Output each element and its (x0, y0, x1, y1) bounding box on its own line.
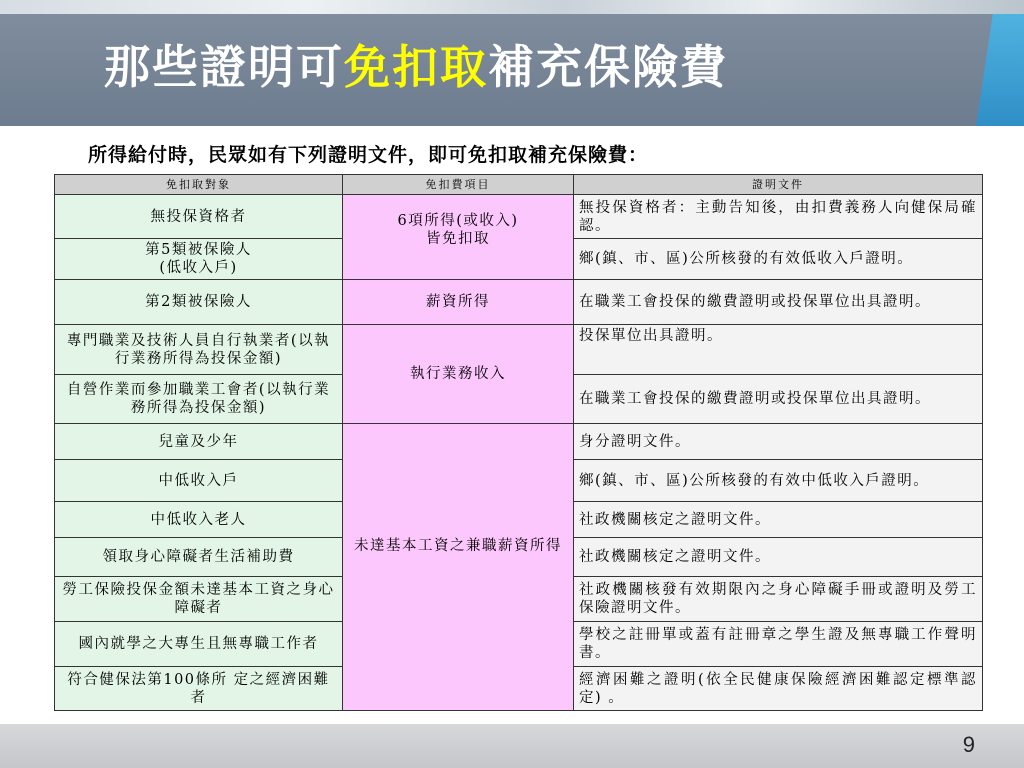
header-document: 證明文件 (574, 175, 983, 195)
document-cell: 投保單位出具證明。 (574, 325, 983, 375)
target-cell: 中低收入老人 (55, 502, 343, 538)
table-row (55, 424, 983, 460)
subtitle: 所得給付時，民眾如有下列證明文件，即可免扣取補充保險費： (88, 144, 649, 166)
target-cell: 領取身心障礙者生活補助費 (55, 538, 343, 577)
item-cell (343, 424, 574, 711)
document-cell: 經濟困難之證明(依全民健康保險經濟困難認定標準認定) 。 (574, 667, 983, 711)
item-cell-text: 6項所得(或收入) 皆免扣取 (397, 213, 519, 247)
slide-title (104, 32, 728, 102)
item-cell (343, 195, 574, 280)
top-decorative-strip (0, 0, 1024, 14)
exemption-table (54, 174, 983, 711)
document-cell: 在職業工會投保的繳費證明或投保單位出具證明。 (574, 280, 983, 325)
document-cell: 身分證明文件。 (574, 424, 983, 460)
document-cell: 無投保資格者：主動告知後，由扣費義務人向健保局確認。 (574, 195, 983, 239)
document-cell: 鄉(鎮、市、區)公所核發的有效低收入戶證明。 (574, 239, 983, 280)
table-row (55, 195, 983, 239)
document-cell: 在職業工會投保的繳費證明或投保單位出具證明。 (574, 375, 983, 424)
item-cell: 薪資所得 (343, 280, 574, 325)
item-cell-text: 未達基本工資之兼職薪資所得 (354, 538, 562, 554)
title-part1: 那些證明可 (104, 40, 344, 94)
target-cell: 兒童及少年 (55, 424, 343, 460)
title-highlight: 免扣取 (344, 40, 488, 94)
target-cell: 第2類被保險人 (55, 280, 343, 325)
target-cell: 無投保資格者 (55, 195, 343, 239)
target-cell: 專門職業及技術人員自行執業者(以執行業務所得為投保金額) (55, 325, 343, 375)
title-part2: 補充保險費 (488, 40, 728, 94)
header-target: 免扣取對象 (55, 175, 343, 195)
item-cell: 執行業務收入 (343, 325, 574, 424)
page-number: 9 (962, 732, 975, 757)
target-cell: 自營作業而參加職業工會者(以執行業務所得為投保金額) (55, 375, 343, 424)
document-cell: 社政機關核定之證明文件。 (574, 538, 983, 577)
table-row (55, 325, 983, 375)
footer-band (0, 724, 1024, 768)
table-row (55, 280, 983, 325)
target-cell: 第5類被保險人 (低收入戶) (55, 239, 343, 280)
document-cell: 學校之註冊單或蓋有註冊章之學生證及無專職工作聲明書。 (574, 622, 983, 667)
document-cell: 鄉(鎮、市、區)公所核發的有效中低收入戶證明。 (574, 460, 983, 502)
document-cell: 社政機關核定之證明文件。 (574, 502, 983, 538)
target-cell: 中低收入戶 (55, 460, 343, 502)
target-cell: 符合健保法第100條所 定之經濟困難者 (55, 667, 343, 711)
table-header-row (55, 175, 983, 195)
header-item: 免扣費項目 (343, 175, 574, 195)
target-cell: 國內就學之大專生且無專職工作者 (55, 622, 343, 667)
document-cell: 社政機關核發有效期限內之身心障礙手冊或證明及勞工保險證明文件。 (574, 577, 983, 622)
target-cell: 勞工保險投保金額未達基本工資之身心障礙者 (55, 577, 343, 622)
